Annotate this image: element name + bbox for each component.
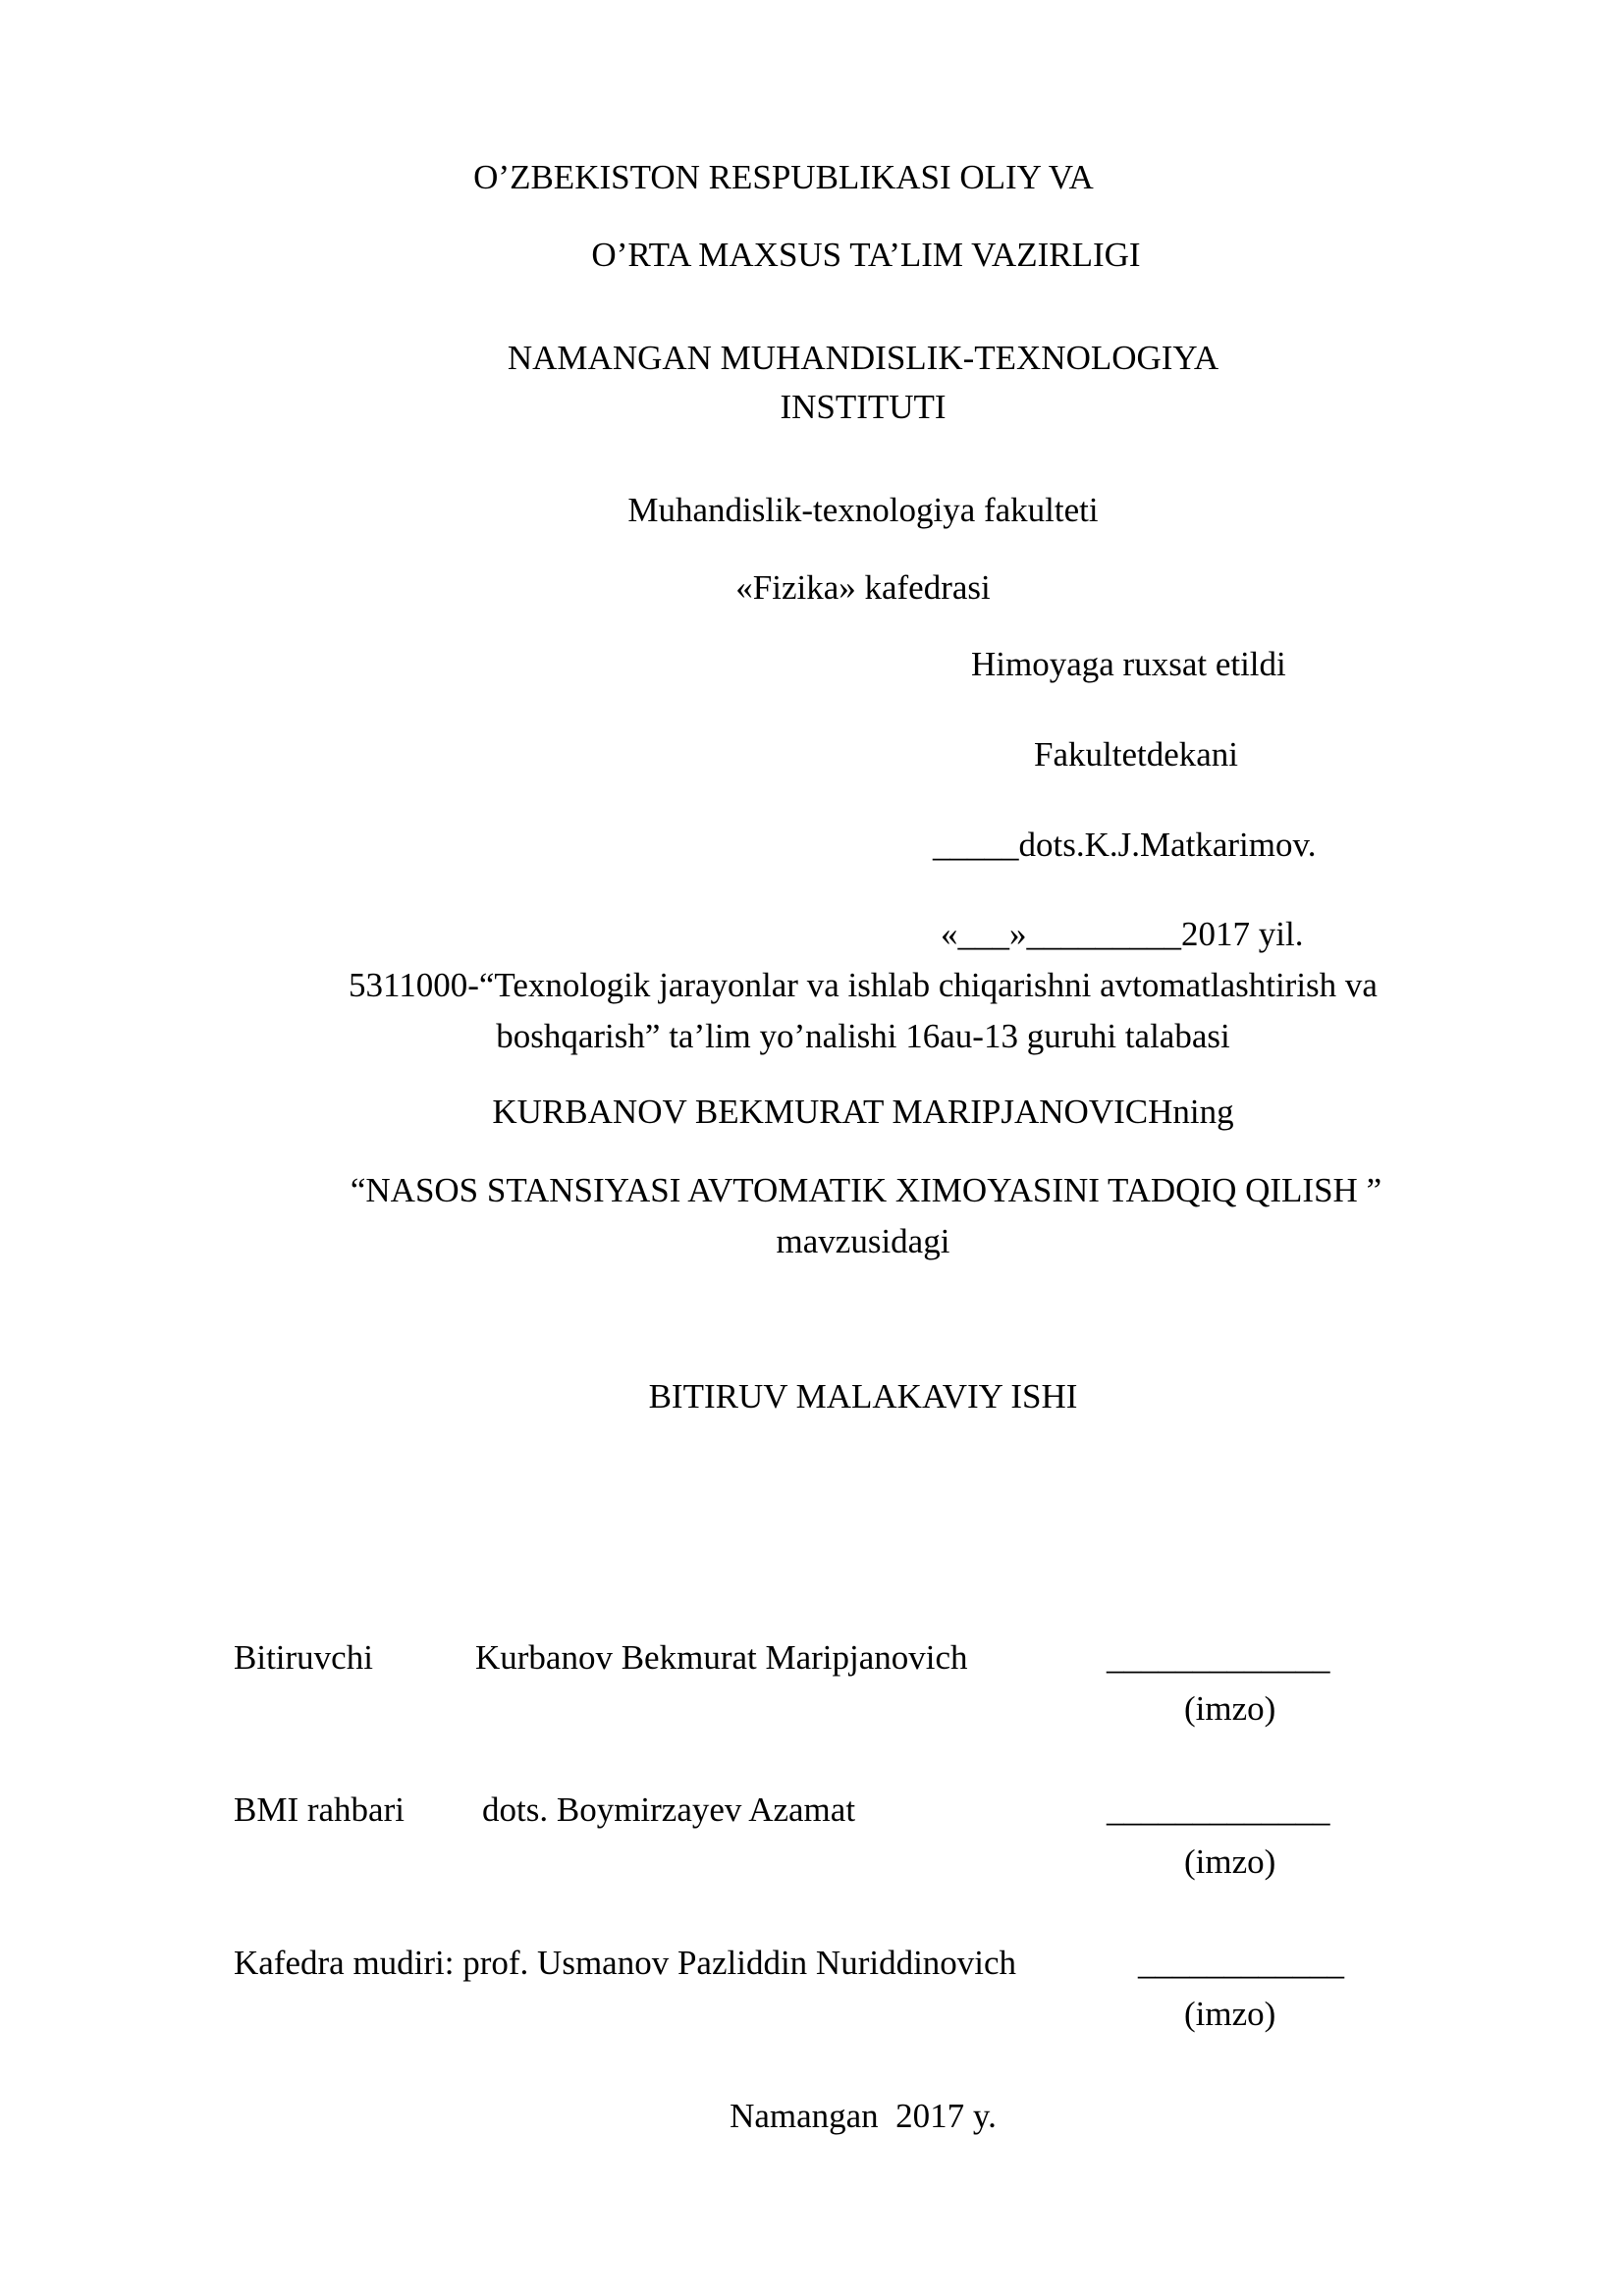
- signature-role-head: Kafedra mudiri: prof. Usmanov Pazliddin Nuriddinovich: [234, 1944, 1017, 1982]
- approval-title: Himoyaga ruxsat etildi: [971, 645, 1286, 683]
- signature-line-supervisor: _____________: [1107, 1790, 1330, 1829]
- signature-role-supervisor: BMI rahbari: [234, 1790, 405, 1829]
- signature-caption-head: (imzo): [1184, 1995, 1276, 2033]
- signature-caption-graduate: (imzo): [1184, 1689, 1276, 1728]
- institute-line-2: INSTITUTI: [780, 388, 947, 426]
- signature-role-graduate: Bitiruvchi: [234, 1638, 373, 1677]
- student-info-line-1: 5311000-“Texnologik jarayonlar va ishlab chiqarishni avtomatlashtirish va: [349, 966, 1378, 1004]
- signature-caption-supervisor: (imzo): [1184, 1842, 1276, 1881]
- signature-line-head: ____________: [1138, 1944, 1344, 1982]
- faculty-name: Muhandislik-texnologiya fakulteti: [627, 491, 1099, 529]
- approval-date: «___»_________2017 yil.: [941, 915, 1304, 953]
- topic-line-1: “NASOS STANSIYASI AVTOMATIK XIMOYASINI TADQIQ QILISH ”: [350, 1171, 1382, 1209]
- footer-city-year: Namangan 2017 y.: [730, 2097, 997, 2135]
- student-name: KURBANOV BEKMURAT MARIPJANOVICHning: [492, 1093, 1234, 1131]
- institute-line-1: NAMANGAN MUHANDISLIK-TEXNOLOGIYA: [507, 339, 1219, 377]
- ministry-line-1: O’ZBEKISTON RESPUBLIKASI OLIY VA: [473, 158, 1094, 196]
- signature-person-supervisor: dots. Boymirzayev Azamat: [482, 1790, 856, 1829]
- ministry-line-2: O’RTA MAXSUS TA’LIM VAZIRLIGI: [591, 236, 1141, 274]
- signature-line-graduate: _____________: [1107, 1638, 1330, 1677]
- work-title: BITIRUV MALAKAVIY ISHI: [648, 1377, 1078, 1415]
- topic-line-2: mavzusidagi: [776, 1222, 950, 1260]
- student-info-line-2: boshqarish” ta’lim yo’nalishi 16au-13 guruhi talabasi: [496, 1017, 1230, 1055]
- signature-person-graduate: Kurbanov Bekmurat Maripjanovich: [475, 1638, 968, 1677]
- approval-signatory: _____dots.K.J.Matkarimov.: [933, 826, 1317, 864]
- department-name: «Fizika» kafedrasi: [735, 568, 991, 607]
- approval-position: Fakultetdekani: [1034, 735, 1239, 774]
